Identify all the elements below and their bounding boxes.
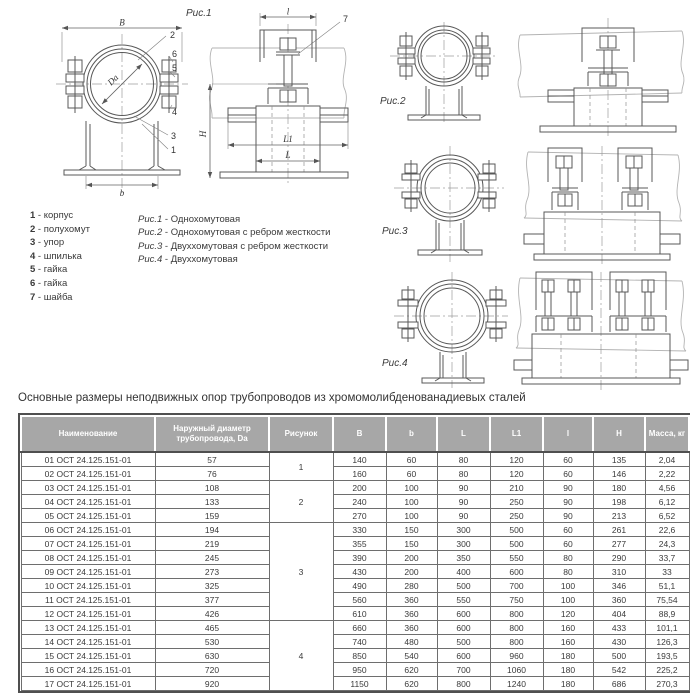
cell-L1: 600 — [490, 565, 543, 579]
cell-H: 346 — [593, 579, 645, 593]
cell-L: 90 — [437, 495, 490, 509]
figure-descriptions — [138, 213, 330, 267]
cell-L1: 250 — [490, 509, 543, 523]
cell-H: 686 — [593, 677, 645, 691]
cell-L: 500 — [437, 635, 490, 649]
cell-name: 08 ОСТ 24.125.151-01 — [21, 551, 155, 565]
cell-B: 560 — [333, 593, 386, 607]
cell-name: 04 ОСТ 24.125.151-01 — [21, 495, 155, 509]
table-row — [21, 495, 689, 509]
cell-l: 120 — [543, 607, 593, 621]
cell-H: 433 — [593, 621, 645, 635]
cell-B: 660 — [333, 621, 386, 635]
cell-H: 180 — [593, 481, 645, 495]
cell-B: 950 — [333, 663, 386, 677]
cell-diameter: 219 — [155, 537, 269, 551]
cell-L: 600 — [437, 607, 490, 621]
dimensions-table-wrap — [18, 413, 690, 693]
cell-mass: 101,1 — [645, 621, 689, 635]
fig2-label-text: Рис.2 — [380, 96, 406, 107]
cell-mass: 33 — [645, 565, 689, 579]
cell-L1: 800 — [490, 607, 543, 621]
dim-L: L — [285, 150, 291, 160]
cell-L: 300 — [437, 537, 490, 551]
fig2-side-view — [512, 10, 690, 140]
cell-L1: 800 — [490, 635, 543, 649]
fig1-front-view — [22, 17, 202, 200]
cell-H: 146 — [593, 467, 645, 481]
cell-B: 390 — [333, 551, 386, 565]
cell-b: 100 — [386, 509, 437, 523]
cell-diameter: 245 — [155, 551, 269, 565]
dim-B: B — [119, 17, 125, 28]
cell-l: 180 — [543, 663, 593, 677]
fig3-side-view — [512, 142, 692, 266]
table-header — [21, 416, 689, 452]
table-row — [21, 593, 689, 607]
cell-H: 277 — [593, 537, 645, 551]
figure-description: Рис.2 - Однохомутовая с ребром жесткости — [138, 227, 331, 239]
col-header-6: L1 — [490, 416, 543, 452]
cell-B: 140 — [333, 452, 386, 467]
cell-L1: 700 — [490, 579, 543, 593]
cell-L: 700 — [437, 663, 490, 677]
cell-b: 360 — [386, 593, 437, 607]
cell-mass: 33,7 — [645, 551, 689, 565]
cell-b: 100 — [386, 495, 437, 509]
legend-item: 6 - гайка — [30, 277, 68, 289]
cell-B: 490 — [333, 579, 386, 593]
cell-b: 150 — [386, 523, 437, 537]
cell-L: 800 — [437, 677, 490, 691]
table-row — [21, 621, 689, 635]
table-row — [21, 649, 689, 663]
col-header-1: Наружный диаметр трубопровода, Da — [155, 416, 269, 452]
table-row — [21, 551, 689, 565]
dim-b: b — [119, 188, 125, 198]
cell-diameter: 920 — [155, 677, 269, 691]
cell-l: 160 — [543, 621, 593, 635]
table-row — [21, 579, 689, 593]
cell-l: 60 — [543, 452, 593, 467]
cell-name: 03 ОСТ 24.125.151-01 — [21, 481, 155, 495]
cell-H: 198 — [593, 495, 645, 509]
table-row — [21, 607, 689, 621]
cell-B: 430 — [333, 565, 386, 579]
cell-l: 100 — [543, 579, 593, 593]
cell-L: 600 — [437, 649, 490, 663]
cell-figure: 1 — [269, 452, 333, 481]
cell-name: 06 ОСТ 24.125.151-01 — [21, 523, 155, 537]
col-header-7: l — [543, 416, 593, 452]
cell-b: 100 — [386, 481, 437, 495]
cell-l: 180 — [543, 649, 593, 663]
cell-mass: 126,3 — [645, 635, 689, 649]
table-row — [21, 537, 689, 551]
cell-l: 60 — [543, 523, 593, 537]
cell-l: 90 — [543, 509, 593, 523]
cell-B: 850 — [333, 649, 386, 663]
cell-name: 17 ОСТ 24.125.151-01 — [21, 677, 155, 691]
cell-diameter: 108 — [155, 481, 269, 495]
cell-mass: 75,54 — [645, 593, 689, 607]
cell-b: 200 — [386, 565, 437, 579]
cell-name: 09 ОСТ 24.125.151-01 — [21, 565, 155, 579]
fig1-side-view — [198, 8, 358, 200]
cell-diameter: 159 — [155, 509, 269, 523]
cell-B: 160 — [333, 467, 386, 481]
col-header-8: H — [593, 416, 645, 452]
cell-B: 740 — [333, 635, 386, 649]
cell-figure: 3 — [269, 523, 333, 621]
cell-L: 80 — [437, 467, 490, 481]
parts-legend — [30, 209, 90, 304]
cell-mass: 6,12 — [645, 495, 689, 509]
cell-name: 10 ОСТ 24.125.151-01 — [21, 579, 155, 593]
cell-L1: 210 — [490, 481, 543, 495]
cell-L1: 960 — [490, 649, 543, 663]
cell-mass: 2,04 — [645, 452, 689, 467]
fig3-label-text: Рис.3 — [382, 226, 408, 237]
dimensions-table — [20, 415, 690, 691]
cell-name: 15 ОСТ 24.125.151-01 — [21, 649, 155, 663]
callout-6: 6 — [172, 49, 178, 59]
table-row — [21, 677, 689, 691]
cell-mass: 6,52 — [645, 509, 689, 523]
cell-l: 60 — [543, 537, 593, 551]
col-header-3: B — [333, 416, 386, 452]
cell-diameter: 630 — [155, 649, 269, 663]
cell-name: 01 ОСТ 24.125.151-01 — [21, 452, 155, 467]
cell-name: 07 ОСТ 24.125.151-01 — [21, 537, 155, 551]
cell-B: 200 — [333, 481, 386, 495]
cell-L1: 800 — [490, 621, 543, 635]
col-header-4: b — [386, 416, 437, 452]
table-row — [21, 481, 689, 495]
cell-b: 200 — [386, 551, 437, 565]
fig2-label — [380, 96, 406, 107]
cell-b: 540 — [386, 649, 437, 663]
cell-b: 620 — [386, 663, 437, 677]
table-row — [21, 509, 689, 523]
cell-diameter: 377 — [155, 593, 269, 607]
cell-B: 1150 — [333, 677, 386, 691]
cell-l: 90 — [543, 481, 593, 495]
fig2-front-view — [388, 20, 500, 124]
cell-b: 360 — [386, 621, 437, 635]
cell-mass: 270,3 — [645, 677, 689, 691]
cell-H: 360 — [593, 593, 645, 607]
table-row — [21, 452, 689, 467]
cell-figure: 4 — [269, 621, 333, 691]
cell-L: 400 — [437, 565, 490, 579]
cell-L: 500 — [437, 579, 490, 593]
cell-diameter: 57 — [155, 452, 269, 467]
cell-name: 11 ОСТ 24.125.151-01 — [21, 593, 155, 607]
cell-mass: 88,9 — [645, 607, 689, 621]
cell-l: 80 — [543, 565, 593, 579]
cell-L1: 500 — [490, 537, 543, 551]
fig4-front-view — [390, 268, 512, 392]
col-header-0: Наименование — [21, 416, 155, 452]
cell-diameter: 133 — [155, 495, 269, 509]
cell-B: 610 — [333, 607, 386, 621]
figure-description: Рис.1 - Однохомутовая — [138, 214, 241, 225]
cell-l: 80 — [543, 551, 593, 565]
cell-H: 290 — [593, 551, 645, 565]
page-title: Основные размеры неподвижных опор трубопроводов из хромомолибденованадиевых сталей — [18, 392, 526, 404]
dim-H: H — [198, 130, 208, 138]
cell-L1: 250 — [490, 495, 543, 509]
callout-4: 4 — [172, 107, 178, 117]
cell-L1: 750 — [490, 593, 543, 607]
cell-name: 05 ОСТ 24.125.151-01 — [21, 509, 155, 523]
cell-H: 500 — [593, 649, 645, 663]
cell-b: 280 — [386, 579, 437, 593]
cell-L1: 120 — [490, 467, 543, 481]
cell-diameter: 325 — [155, 579, 269, 593]
cell-name: 16 ОСТ 24.125.151-01 — [21, 663, 155, 677]
cell-diameter: 194 — [155, 523, 269, 537]
cell-H: 310 — [593, 565, 645, 579]
legend-item: 1 - корпус — [30, 210, 74, 221]
cell-H: 135 — [593, 452, 645, 467]
table-body — [21, 452, 689, 691]
cell-mass: 193,5 — [645, 649, 689, 663]
fig3-front-view — [390, 142, 508, 266]
cell-B: 240 — [333, 495, 386, 509]
cell-mass: 4,56 — [645, 481, 689, 495]
callout-3: 3 — [171, 131, 177, 141]
cell-L1: 500 — [490, 523, 543, 537]
cell-name: 13 ОСТ 24.125.151-01 — [21, 621, 155, 635]
fig1-label-text: Рис.1 — [186, 8, 212, 19]
dim-L1: L1 — [283, 134, 293, 144]
cell-L1: 1240 — [490, 677, 543, 691]
cell-L1: 1060 — [490, 663, 543, 677]
cell-mass: 51,1 — [645, 579, 689, 593]
cell-name: 12 ОСТ 24.125.151-01 — [21, 607, 155, 621]
cell-figure: 2 — [269, 481, 333, 523]
cell-L: 80 — [437, 452, 490, 467]
cell-b: 60 — [386, 467, 437, 481]
callout-7: 7 — [343, 14, 349, 24]
cell-mass: 225,2 — [645, 663, 689, 677]
fig4-side-view — [506, 268, 694, 392]
legend-item: 3 - упор — [30, 237, 65, 249]
fig3-label — [382, 226, 408, 237]
fig4-label — [382, 358, 408, 369]
table-row — [21, 467, 689, 481]
cell-b: 60 — [386, 452, 437, 467]
cell-B: 270 — [333, 509, 386, 523]
cell-diameter: 720 — [155, 663, 269, 677]
cell-H: 213 — [593, 509, 645, 523]
fig4-label-text: Рис.4 — [382, 358, 408, 369]
dim-l: l — [286, 6, 290, 17]
cell-diameter: 530 — [155, 635, 269, 649]
cell-H: 542 — [593, 663, 645, 677]
cell-l: 90 — [543, 495, 593, 509]
cell-L: 300 — [437, 523, 490, 537]
legend-item: 2 - полухомут — [30, 223, 90, 235]
figure-description: Рис.4 - Двуххомутовая — [138, 254, 238, 266]
table-row — [21, 635, 689, 649]
figure-description: Рис.3 - Двуххомутовая с ребром жесткости — [138, 240, 329, 252]
cell-l: 60 — [543, 467, 593, 481]
cell-b: 620 — [386, 677, 437, 691]
cell-B: 355 — [333, 537, 386, 551]
cell-mass: 22,6 — [645, 523, 689, 537]
cell-H: 261 — [593, 523, 645, 537]
cell-L: 600 — [437, 621, 490, 635]
col-header-5: L — [437, 416, 490, 452]
legend-item: 7 - шайба — [30, 291, 73, 303]
cell-b: 360 — [386, 607, 437, 621]
cell-l: 100 — [543, 593, 593, 607]
cell-L1: 550 — [490, 551, 543, 565]
col-header-9: Масса, кг — [645, 416, 689, 452]
cell-diameter: 426 — [155, 607, 269, 621]
cell-mass: 2,22 — [645, 467, 689, 481]
legend-item: 4 - шпилька — [30, 250, 82, 262]
cell-L: 90 — [437, 509, 490, 523]
cell-B: 330 — [333, 523, 386, 537]
cell-diameter: 273 — [155, 565, 269, 579]
col-header-2: Рисунок — [269, 416, 333, 452]
cell-L: 350 — [437, 551, 490, 565]
cell-diameter: 76 — [155, 467, 269, 481]
legend-item: 5 - гайка — [30, 264, 68, 276]
cell-L: 550 — [437, 593, 490, 607]
cell-L: 90 — [437, 481, 490, 495]
cell-name: 02 ОСТ 24.125.151-01 — [21, 467, 155, 481]
callout-1: 1 — [171, 145, 177, 155]
cell-name: 14 ОСТ 24.125.151-01 — [21, 635, 155, 649]
cell-b: 150 — [386, 537, 437, 551]
callout-2: 2 — [170, 30, 176, 40]
cell-b: 480 — [386, 635, 437, 649]
callout-5: 5 — [172, 63, 178, 73]
table-row — [21, 663, 689, 677]
table-row — [21, 523, 689, 537]
cell-H: 430 — [593, 635, 645, 649]
cell-L1: 120 — [490, 452, 543, 467]
table-row — [21, 565, 689, 579]
cell-l: 160 — [543, 635, 593, 649]
cell-l: 180 — [543, 677, 593, 691]
cell-diameter: 465 — [155, 621, 269, 635]
cell-mass: 24,3 — [645, 537, 689, 551]
cell-H: 404 — [593, 607, 645, 621]
dim-Da: Da — [105, 72, 121, 88]
